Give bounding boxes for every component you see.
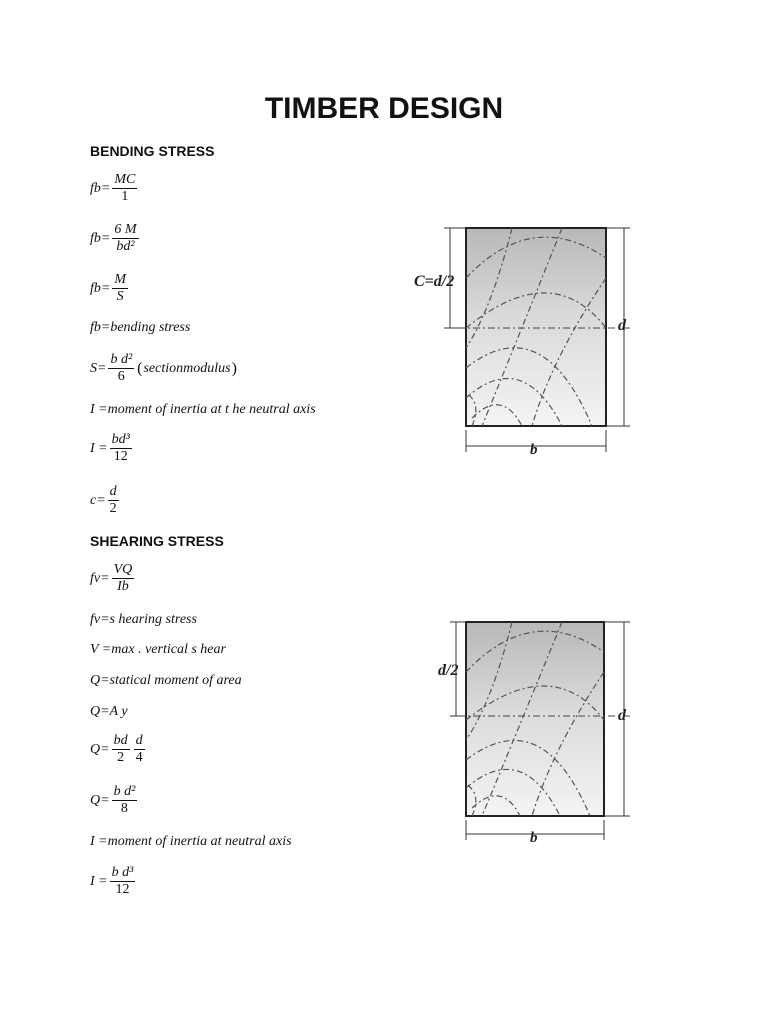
beam-section-rect <box>466 622 604 816</box>
beam-section-rect <box>466 228 606 426</box>
def-q: Q=statical moment of area <box>90 673 242 688</box>
b-label: b <box>530 830 538 844</box>
def-moment-of-inertia: I =moment of inertia at t he neutral axis <box>90 402 316 417</box>
fraction <box>108 352 134 385</box>
c-label: C=d/2 <box>414 273 455 290</box>
eq-lhs: fb= <box>90 230 111 246</box>
c-label: d/2 <box>438 662 459 679</box>
bending-eq-section-modulus <box>90 352 238 385</box>
shearing-eq-q-bd2 <box>90 784 139 817</box>
numerator: VQ <box>113 562 133 577</box>
denominator: S <box>116 289 124 304</box>
eq-lhs: c= <box>90 492 106 508</box>
denominator: 8 <box>120 801 128 816</box>
denominator: Ib <box>117 579 129 594</box>
bending-eq-fb-mc <box>90 172 139 205</box>
d-label: d <box>618 707 626 724</box>
def-fb: fb=bending stress <box>90 320 191 335</box>
shearing-stress-diagram <box>412 612 644 844</box>
fraction <box>112 562 135 595</box>
open-paren: ( <box>137 359 143 377</box>
denominator: 12 <box>113 449 128 464</box>
numerator: bd³ <box>111 432 130 447</box>
fraction <box>112 222 138 255</box>
d-label: d <box>618 317 626 334</box>
page-title: TIMBER DESIGN <box>264 92 504 125</box>
denominator: 1 <box>121 189 129 204</box>
bending-eq-fb-ms <box>90 272 130 305</box>
eq-lhs: Q= <box>90 792 110 808</box>
eq-lhs: fb= <box>90 180 111 196</box>
numerator: b d² <box>113 784 136 799</box>
shearing-eq-q-product <box>90 733 147 766</box>
bending-eq-inertia <box>90 432 134 465</box>
bending-eq-fb-6m <box>90 222 141 255</box>
eq-lhs: Q= <box>90 741 110 757</box>
numerator: 6 M <box>114 222 137 237</box>
numerator: d <box>135 733 143 748</box>
numerator: bd <box>113 733 128 748</box>
b-label: b <box>530 442 538 458</box>
fraction <box>112 272 128 305</box>
fraction <box>112 172 137 205</box>
denominator: bd² <box>116 239 135 254</box>
def-q-ay: Q=A y <box>90 704 128 719</box>
bending-heading: BENDING STRESS <box>90 143 215 159</box>
fraction <box>110 865 136 898</box>
denominator: 2 <box>117 750 125 765</box>
denominator: 4 <box>135 750 143 765</box>
numerator: d <box>109 484 117 499</box>
eq-lhs: I = <box>90 440 108 456</box>
numerator: b d² <box>110 352 133 367</box>
fraction <box>108 484 119 517</box>
denominator: 12 <box>115 882 130 897</box>
eq-lhs: I = <box>90 873 108 889</box>
eq-lhs: fv= <box>90 570 110 586</box>
eq-lhs: S= <box>90 360 107 376</box>
shearing-eq-fv <box>90 562 136 595</box>
shearing-eq-inertia <box>90 865 137 898</box>
def-moment-of-inertia-neutral: I =moment of inertia at neutral axis <box>90 834 292 849</box>
section-modulus-note: sectionmodulus <box>143 360 231 376</box>
close-paren: ) <box>231 359 237 377</box>
fraction <box>112 784 138 817</box>
numerator: MC <box>114 172 136 187</box>
denominator: 2 <box>109 501 117 516</box>
fraction <box>134 733 145 766</box>
bending-eq-c <box>90 484 121 517</box>
denominator: 6 <box>117 369 125 384</box>
fraction <box>110 432 132 465</box>
bending-stress-diagram <box>412 218 644 460</box>
numerator: M <box>114 272 127 287</box>
numerator: b d³ <box>111 865 134 880</box>
fraction <box>112 733 130 766</box>
def-fv: fv=s hearing stress <box>90 612 197 627</box>
shearing-heading: SHEARING STRESS <box>90 533 224 549</box>
def-v: V =max . vertical s hear <box>90 642 226 657</box>
eq-lhs: fb= <box>90 280 111 296</box>
